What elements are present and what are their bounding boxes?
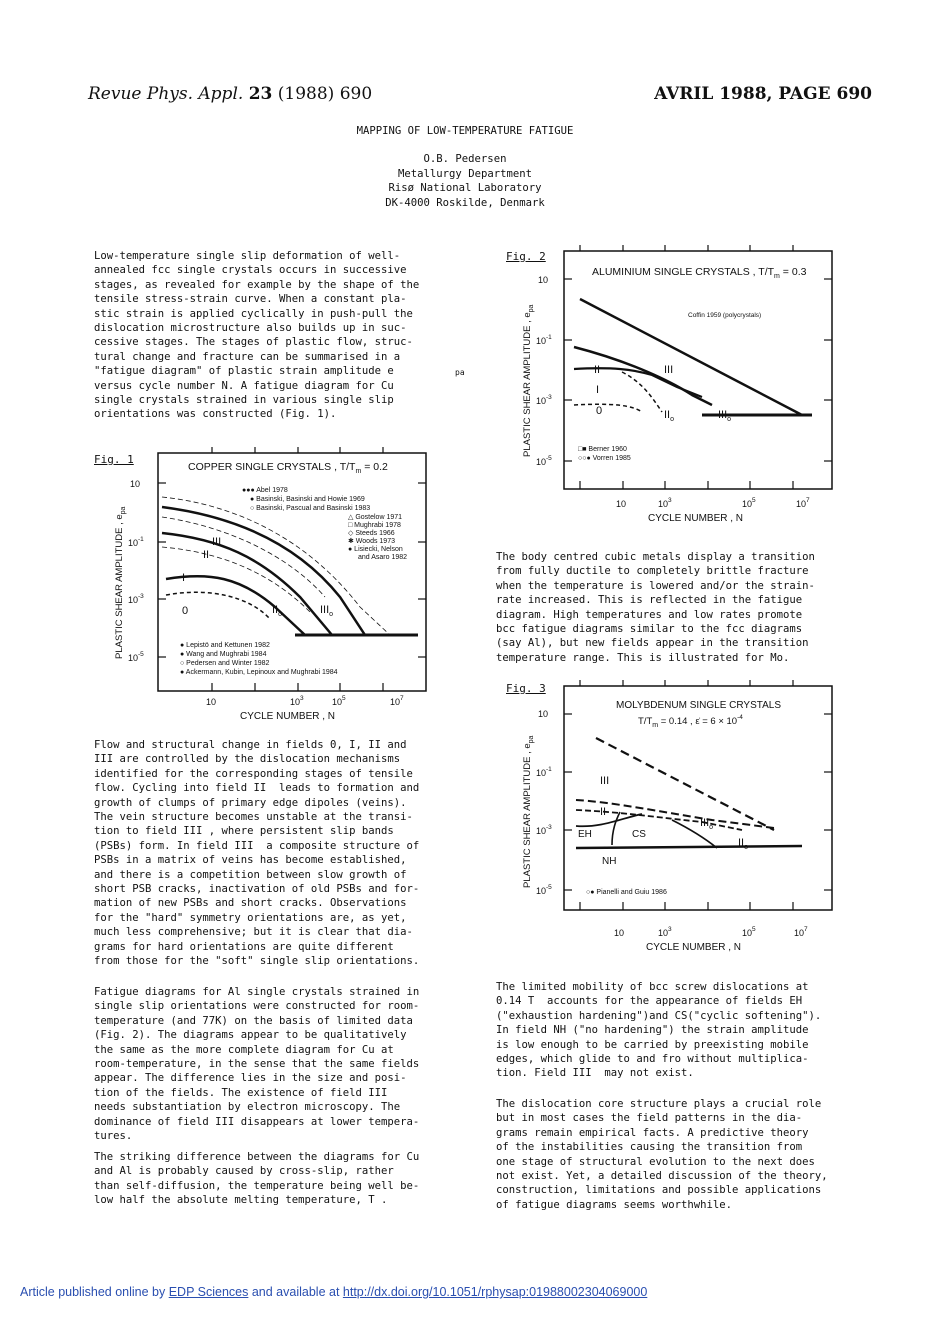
footer-prefix: Article published online by xyxy=(20,1285,169,1299)
fig3-threshold-line xyxy=(576,846,802,848)
fig2-legend-item: □■ Berner 1960 xyxy=(578,446,627,453)
journal-citation xyxy=(88,84,372,104)
fig1-legend-item: ● Wang and Mughrabi 1984 xyxy=(180,651,267,658)
fig2-title: ALUMINIUM SINGLE CRYSTALS , $T/T_m = 0.3$ xyxy=(592,266,807,280)
fig2-xtick-2: $10^3$ xyxy=(658,497,672,509)
fig1-copper-diagram xyxy=(100,447,440,727)
right-paragraph-2-text: The limited mobility of bcc screw dislocations at 0.14 T accounts for the appearance of fields EH ("exhaustion hardening")and CS("cyclic softening"). In field NH ("no hardening") the strain amplitude is low enough to be carried by preexisting mobile edges, which glide to and fro without multiplica- tion. Field III may not exist. xyxy=(496,981,822,1080)
fig3-ylabel: PLASTIC SHEAR AMPLITUDE , $e_{pa}$ xyxy=(522,735,535,888)
fig3-svg xyxy=(512,680,842,960)
article-title: MAPPING OF LOW-TEMPERATURE FATIGUE xyxy=(356,125,574,137)
fig1-legend-item: and Asaro 1982 xyxy=(358,554,408,561)
fig1-field-II: II xyxy=(203,549,210,561)
fig1-legend-item: ● Ackermann, Kubin, Lepinoux and Mughrabi 1984 xyxy=(180,669,338,676)
fig3-boundary-EH xyxy=(576,814,642,826)
fig2-field-I: I xyxy=(596,384,600,396)
affiliation-line-1: Metallurgy Department xyxy=(398,167,532,180)
fig3-title-line2: $T/T_m = 0.14$ , ε̇ = $6 \times 10^{-4}$ xyxy=(638,714,743,729)
affiliation-line-2: Risø National Laboratory xyxy=(388,182,542,195)
fig1-xtick-3: $10^5$ xyxy=(332,695,346,707)
fig1-legend-item: ○ Pedersen and Winter 1982 xyxy=(180,660,270,667)
fig2-ytick-4: $10^{-5}$ xyxy=(536,455,552,467)
fig3-field-NH: NH xyxy=(602,856,617,867)
doi-link[interactable]: http://dx.doi.org/10.1051/rphysap:01988002304069000 xyxy=(342,1285,648,1299)
left-paragraph-2-text: Flow and structural change in fields 0, I, II and III are controlled by the dislocation mechanisms identified for the corresponding stages of tensile flow. Cycling into field II leads to formation and growth of clumps of primary edge dipoles (veins). The vein structure becomes unstable at the transi- tion to field III , where persistent slip bands (PSBs) form. In field III a composite structure of PSBs in a matrix of veins has become established, and there is a competition between slow growth of short PSB cracks, inactivation of old PSBs and for- mation of new PSBs and short cracks. Observations for the "hard" symmetry orientations are, as yet, much less comprehensive; but it is clear that dia- grams for hard orientations are quite different from those for the "soft" single slip orientations. xyxy=(94,739,420,968)
fig1-legend-item: ●●● Abel 1978 xyxy=(242,487,288,494)
fig1-field-III: III xyxy=(212,536,222,548)
fig1-field-I: I xyxy=(182,572,186,584)
fig1-field-IIo: $II_o$ xyxy=(272,604,283,618)
fig1-svg xyxy=(100,447,440,727)
fig2-field-III: III xyxy=(664,364,674,376)
fig1-xtick-1: 10 xyxy=(206,697,217,707)
fig1-legend-item: △ Gostelow 1971 xyxy=(348,514,403,521)
fig3-ytick-1: 10 xyxy=(538,709,549,719)
right-paragraph-1 xyxy=(496,550,876,665)
fig3-xtick-1: 10 xyxy=(614,928,625,938)
fig2-field-II: II xyxy=(594,364,601,376)
fig3-ytick-3: $10^{-3}$ xyxy=(536,824,552,836)
fig3-curves xyxy=(576,738,802,848)
fig3-label: Fig. 3 xyxy=(506,682,546,695)
article-author: O.B. Pedersen xyxy=(423,153,507,166)
right-paragraph-3-text: The dislocation core structure plays a crucial role but in most cases the field patterns in the dia- grams remain empirical facts. A predictive theory of the instabilities causing the transition from one stage of structural evolution to the next does not exist. Yet, a detailed discussion of the theory, construction, limitations and possible applications of fatigue diagrams seems worthwhile. xyxy=(496,1098,828,1211)
fig3-ticks xyxy=(564,680,832,910)
left-paragraph-4 xyxy=(94,1150,474,1208)
left-paragraph-3-text: Fatigue diagrams for Al single crystals strained in single slip orientations were constructed for room- temperature (and 77K) on the basis of limited data (Fig. 2). The diagrams appear to be qualitatively the same as the more complete diagram for Cu at room-temperature, in the sense that the same fields appear. The difference lies in the size and posi- tion of the fields. The existence of field III needs substantiation by electron microscopy. The dominance of field III disappears at lower tempera- tures. xyxy=(94,986,420,1143)
fig3-xtick-4: $10^7$ xyxy=(794,926,808,938)
fig1-ytick-2: $10^{-1}$ xyxy=(128,536,144,548)
fig1-xtick-4: $10^7$ xyxy=(390,695,404,707)
fig1-field-IIIo: $III_o$ xyxy=(320,604,334,618)
fig3-ytick-4: $10^{-5}$ xyxy=(536,884,552,896)
fig1-legend-item: ● Basinski, Basinski and Howie 1969 xyxy=(250,496,365,503)
fig2-boundary-II-III xyxy=(574,347,712,405)
fig2-svg xyxy=(512,247,842,527)
fig3-xtick-3: $10^5$ xyxy=(742,926,756,938)
fig3-ytick-2: $10^{-1}$ xyxy=(536,766,552,778)
fig1-title: COPPER SINGLE CRYSTALS , $T/T_m = 0.2$ xyxy=(188,461,388,475)
fig2-frame xyxy=(564,251,832,489)
fig1-legend-top xyxy=(242,487,407,561)
edp-sciences-link[interactable]: EDP Sciences xyxy=(168,1285,249,1299)
fig3-molybdenum-diagram xyxy=(512,680,842,960)
left-paragraph-2 xyxy=(94,738,474,969)
fig1-ytick-4: $10^{-5}$ xyxy=(128,651,144,663)
fig3-field-IIo: $II_o$ xyxy=(738,837,749,851)
left-paragraph-3 xyxy=(94,985,474,1143)
fig3-field-III: III xyxy=(600,775,610,787)
fig2-legend-item: ○○● Vorren 1985 xyxy=(578,455,631,462)
issue-date-page: AVRIL 1988, PAGE 690 xyxy=(654,84,872,104)
fig2-label: Fig. 2 xyxy=(506,250,546,263)
fig2-ytick-2: $10^{-1}$ xyxy=(536,334,552,346)
fig1-ytick-1: 10 xyxy=(130,479,141,489)
right-paragraph-3 xyxy=(496,1097,876,1212)
fig3-field-EH: EH xyxy=(578,829,592,840)
left-paragraph-1-text: Low-temperature single slip deformation of well- annealed fcc single crystals occurs in successive stages, as revealed for example by the shape of the tensile stress-strain curve. When a constant pla- stic strain is applied cyclically in push-pull the dislocation microstructure also builds up in suc- cessive stages. The stages of plastic flow, struc- tural change and fracture can be summarised in a "fatigue diagram" of plastic strain amplitude e versus cycle number N. A fatigue diagram for Cu single crystals strained in various single slip orientations was constructed (Fig. 1). xyxy=(94,250,420,421)
fig1-label: Fig. 1 xyxy=(94,453,134,466)
right-paragraph-1-text: The body centred cubic metals display a transition from fully ductile to completely brittle fracture when the temperature is lowered and/or the strain- rate increased. This is reflected in the fatigue diagram. High temperatures and low rates promote bcc fatigue diagrams similar to the fcc diagrams (say Al), but new fields appear in the transition temperature range. This is illustrated for Mo. xyxy=(496,551,815,664)
fig1-legend-bottom xyxy=(180,642,338,676)
publication-footer xyxy=(20,1285,647,1299)
fig3-field-II: II xyxy=(600,806,607,818)
fig2-aluminium-diagram xyxy=(512,247,842,527)
fig2-xlabel: CYCLE NUMBER , N xyxy=(648,513,744,524)
fig2-xtick-3: $10^5$ xyxy=(742,497,756,509)
journal-name: Revue Phys. Appl. xyxy=(88,84,244,104)
fig1-legend-item: ● Lepistö and Kettunen 1982 xyxy=(180,642,270,649)
fig1-legend-item: ◇ Steeds 1966 xyxy=(348,530,395,537)
left-paragraph-4-text: The striking difference between the diagrams for Cu and Al is probably caused by cross-slip, rather than self-diffusion, the temperature being well be- low half the absolute melting temperature, T . xyxy=(94,1151,420,1207)
fig2-ytick-1: 10 xyxy=(538,275,549,285)
fig1-boundary-II xyxy=(162,533,332,635)
fig2-boundary-0 xyxy=(574,404,642,412)
fig3-legend: ○● Pianelli and Guiu 1986 xyxy=(586,889,667,896)
footer-middle: and available at xyxy=(248,1285,343,1299)
fig2-xtick-4: $10^7$ xyxy=(796,497,810,509)
fig3-xtick-2: $10^3$ xyxy=(658,926,672,938)
journal-volume: 23 xyxy=(248,84,273,104)
fig3-title: MOLYBDENUM SINGLE CRYSTALS xyxy=(616,700,782,711)
epa-superscript: pa xyxy=(455,368,465,377)
fig2-ytick-3: $10^{-3}$ xyxy=(536,394,552,406)
fig1-legend-item: ○ Basinski, Pascual and Basinski 1983 xyxy=(250,505,371,512)
fig3-field-IIIo: $III_o$ xyxy=(700,817,714,831)
fig2-field-IIo: $II_o$ xyxy=(664,409,675,423)
fig2-annotation: Coffin 1959 (polycrystals) xyxy=(688,312,762,319)
affiliation-line-3: DK-4000 Roskilde, Denmark xyxy=(385,196,545,209)
fig3-xlabel: CYCLE NUMBER , N xyxy=(646,942,742,953)
fig2-xtick-1: 10 xyxy=(616,499,627,509)
fig2-field-IIIo: $III_o$ xyxy=(718,409,732,423)
fig1-ytick-3: $10^{-3}$ xyxy=(128,593,144,605)
journal-year-page: (1988) 690 xyxy=(277,84,373,104)
article-title-block xyxy=(0,124,930,210)
fig2-field-0: 0 xyxy=(596,405,603,417)
right-paragraph-2 xyxy=(496,980,876,1081)
fig1-legend-item: ● Lisiecki, Nelson xyxy=(348,546,403,553)
fig1-xtick-2: $10^3$ xyxy=(290,695,304,707)
fig1-legend-item: ✱ Woods 1973 xyxy=(348,538,395,545)
fig2-ylabel: PLASTIC SHEAR AMPLITUDE , $e_{pa}$ xyxy=(522,304,535,457)
fig3-field-CS: CS xyxy=(632,829,646,840)
left-paragraph-1 xyxy=(94,249,474,422)
fig1-xlabel: CYCLE NUMBER , N xyxy=(240,711,336,722)
fig3-boundary-EH-CS xyxy=(612,812,620,845)
fig1-legend-item: □ Mughrabi 1978 xyxy=(348,522,401,529)
fig1-field-0: 0 xyxy=(182,605,189,617)
fig1-ylabel: PLASTIC SHEAR AMPLITUDE , $e_{pa}$ xyxy=(114,506,127,659)
